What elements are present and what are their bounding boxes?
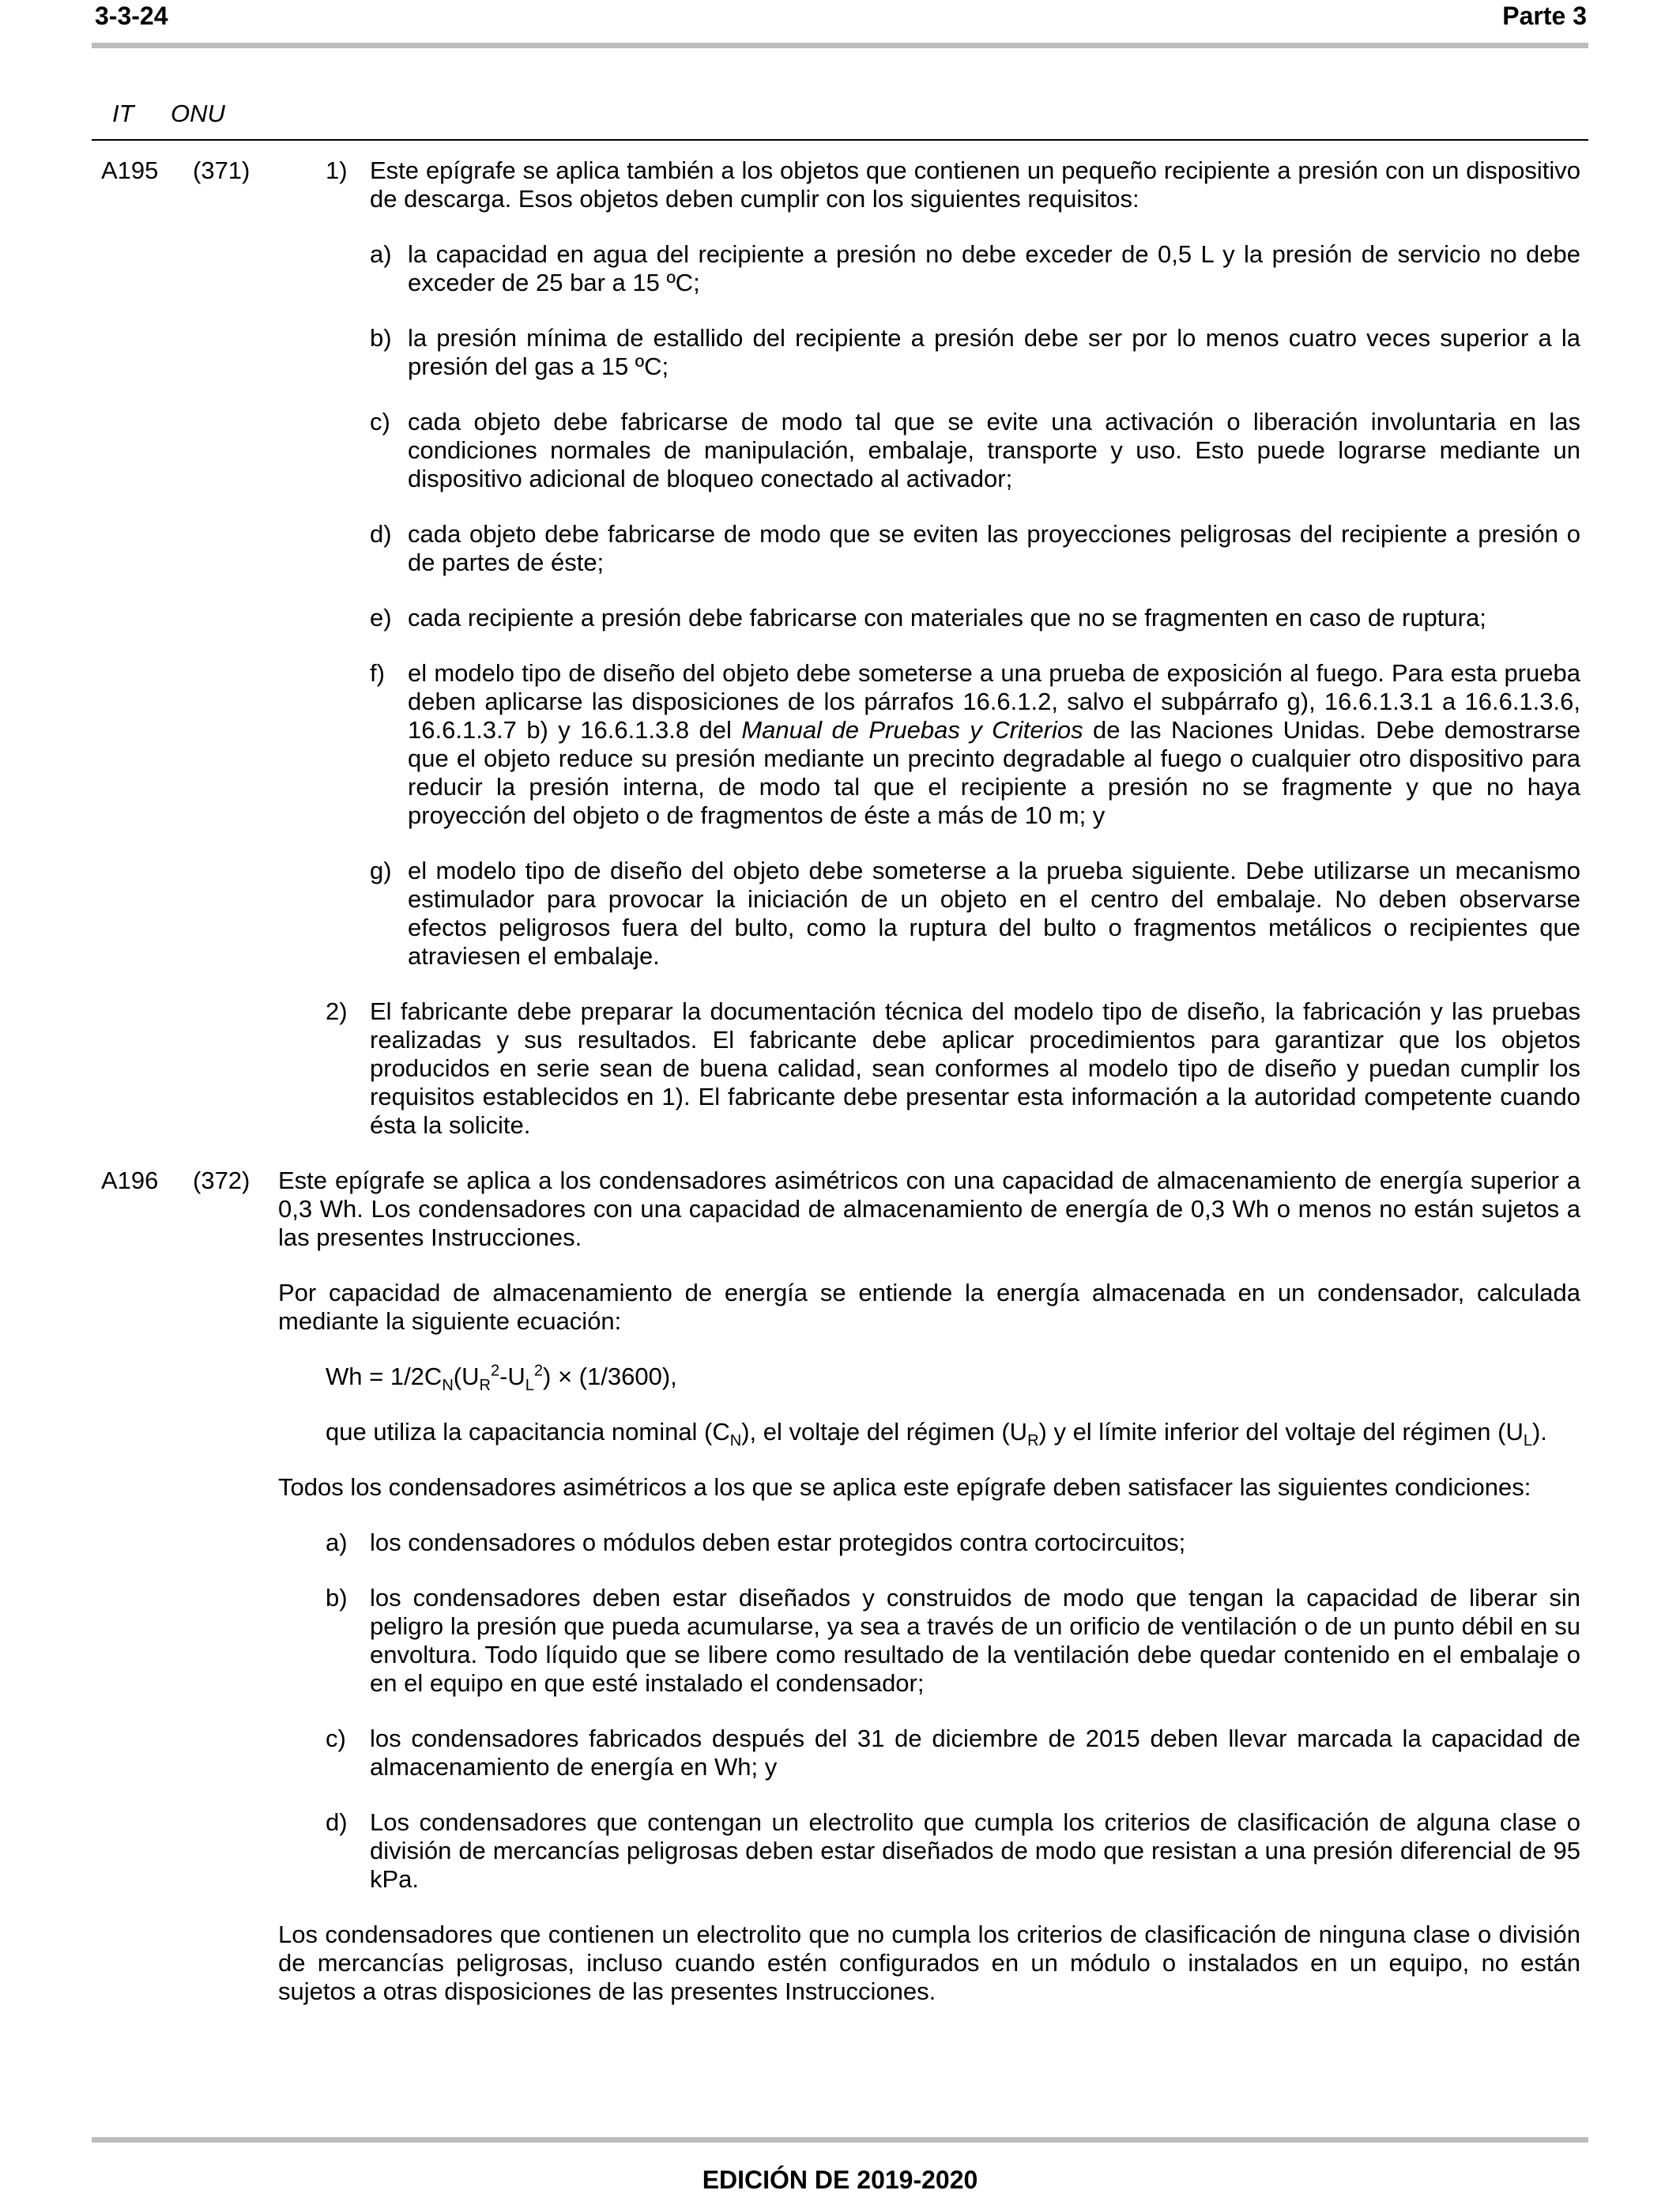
- subscript: R: [1027, 1432, 1039, 1450]
- subscript: N: [729, 1432, 742, 1450]
- manual-title: Manual de Pruebas y Criterios: [741, 716, 1083, 744]
- subitem: [0, 659, 1680, 830]
- subitem-text: el modelo tipo de diseño del objeto debe someterse a la prueba siguiente. Debe utilizarse un mecanismo estimulador para provocar la iniciación de un objeto en el centro del embalaje. No deben observarse efectos peligrosos fuera del bulto, como la ruptura del bulto o fragmentos metálicos o recipientes que atraviesen el embalaje.: [408, 857, 1580, 970]
- column-head-onu: ONU: [171, 100, 225, 127]
- condition-item: [0, 1808, 1680, 1894]
- text-segment: ).: [1531, 1418, 1547, 1446]
- paragraph: Los condensadores que contienen un electrolito que no cumpla los criterios de clasificación de ninguna clase o división de mercancías peligrosas, incluso cuando estén configurados en un módulo o instalados en un equipo, no están sujetos a otras disposiciones de las presentes Instrucciones.: [278, 1921, 1580, 2005]
- eq-part: Wh = 1/2C: [326, 1363, 443, 1390]
- page-number: 3-3-24: [95, 2, 168, 30]
- un-number: (371): [193, 156, 250, 184]
- item-text: El fabricante debe preparar la documentación técnica del modelo tipo de diseño, la fabricación y las pruebas realizadas y sus resultados. El fabricante debe aplicar procedimientos para garantizar que los objetos producidos en serie sean de buena calidad, sean conformes al modelo tipo de diseño y puedan cumplir los requisitos establecidos en 1). El fabricante debe presentar esta información a la autoridad competente cuando ésta la solicite.: [370, 997, 1580, 1139]
- un-number: (372): [193, 1167, 250, 1194]
- subitem-label: g): [370, 857, 392, 884]
- item-text: Este epígrafe se aplica también a los objetos que contienen un pequeño recipiente a presión con un dispositivo de descarga. Esos objetos deben cumplir con los siguientes requisitos:: [370, 156, 1580, 213]
- eq-sub: N: [442, 1377, 454, 1395]
- subitem-text: cada objeto debe fabricarse de modo tal que se evite una activación o liberación involuntaria en las condiciones normales de manipulación, embalaje, transporte y uso. Esto puede lograrse mediante un dispositivo adicional de bloqueo conectado al activador;: [408, 408, 1580, 492]
- subitem-label: e): [370, 604, 392, 631]
- paragraph: Por capacidad de almacenamiento de energía se entiende la energía almacenada en un condensador, calculada mediante la siguiente ecuación:: [278, 1279, 1580, 1335]
- condition-text: los condensadores o módulos deben estar protegidos contra cortocircuitos;: [370, 1529, 1186, 1556]
- condition-item: [0, 1529, 1680, 1557]
- paragraph: [326, 1418, 1580, 1450]
- provision-code: A195: [101, 156, 159, 184]
- subitem-label: b): [370, 324, 392, 352]
- condition-text: Los condensadores que contengan un electrolito que cumpla los criterios de clasificación de alguna clase o división de mercancías peligrosas deben estar diseñados de modo que resistan a una presión diferencial de 95 kPa.: [370, 1808, 1580, 1893]
- provision-code: A196: [101, 1167, 159, 1194]
- subscript: L: [1523, 1432, 1532, 1450]
- edition-footer: EDICIÓN DE 2019-2020: [702, 2166, 978, 2194]
- condition-label: c): [326, 1725, 346, 1752]
- footer-rule: [92, 2137, 1588, 2143]
- text-segment: que utiliza la capacitancia nominal (C: [326, 1418, 730, 1446]
- item-number: 2): [326, 997, 348, 1025]
- item-number: 1): [326, 156, 348, 184]
- subitem: [0, 408, 1680, 493]
- eq-part: (U: [453, 1363, 480, 1390]
- eq-sub: R: [479, 1377, 491, 1395]
- condition-text: los condensadores deben estar diseñados y construidos de modo que tengan la capacidad de liberar sin peligro la presión que pueda acumularse, ya sea a través de un orificio de ventilación o de un punto débil en su envoltura. Todo líquido que se libere como resultado de la ventilación debe quedar contenido en el embalaje o en el equipo en que esté instalado el condensador;: [370, 1584, 1580, 1697]
- condition-item: [0, 1725, 1680, 1781]
- text-segment: el modelo tipo de diseño del objeto debe someterse a una prueba de exposición al fuego. Para esta prueba deben aplicarse las disposiciones de los párrafos 16.6.1.2, salvo el subpárrafo g), 16.6.1.3.1 a 16.6.1.3.6, 16.6.1.3.7 b) y 16.6.1.3.8 del: [408, 659, 1580, 744]
- subitem-label: a): [370, 240, 392, 268]
- eq-part: -U: [499, 1363, 525, 1390]
- subitem: [0, 324, 1680, 381]
- subitem: [0, 240, 1680, 297]
- condition-label: b): [326, 1584, 348, 1612]
- subitem: [0, 857, 1680, 971]
- text-segment: ), el voltaje del régimen (U: [741, 1418, 1028, 1446]
- condition-text: los condensadores fabricados después del 31 de diciembre de 2015 deben llevar marcada la capacidad de almacenamiento de energía en Wh; y: [370, 1725, 1580, 1781]
- subitem-text: la presión mínima de estallido del recipiente a presión debe ser por lo menos cuatro veces superior a la presión del gas a 15 ºC;: [408, 324, 1580, 380]
- provision-a195: [0, 156, 1680, 1140]
- numbered-item: [0, 156, 1680, 213]
- eq-sup: 2: [490, 1362, 500, 1380]
- column-head-rule: [92, 139, 1588, 141]
- eq-sup: 2: [533, 1362, 544, 1380]
- subitem: [0, 604, 1680, 632]
- numbered-item: [0, 997, 1680, 1140]
- paragraph: Este epígrafe se aplica a los condensadores asimétricos con una capacidad de almacenamiento de energía superior a 0,3 Wh. Los condensadores con una capacidad de almacenamiento de energía de 0,3 Wh o menos no están sujetos a las presentes Instrucciones.: [278, 1167, 1580, 1251]
- column-head-it: IT: [112, 100, 134, 127]
- equation: [326, 1362, 1580, 1395]
- paragraph: Todos los condensadores asimétricos a los que se aplica este epígrafe deben satisfacer las siguientes condiciones:: [278, 1473, 1531, 1501]
- condition-label: d): [326, 1808, 348, 1836]
- provision-a196: [0, 1167, 1680, 2006]
- part-label: Parte 3: [1502, 2, 1587, 30]
- text-segment: ) y el límite inferior del voltaje del régimen (U: [1038, 1418, 1524, 1446]
- header-rule: [92, 43, 1588, 48]
- subitem-text: [408, 659, 1580, 830]
- subitem-text: la capacidad en agua del recipiente a presión no debe exceder de 0,5 L y la presión de servicio no debe exceder de 25 bar a 15 ºC;: [408, 240, 1580, 296]
- subitem-label: d): [370, 520, 392, 548]
- eq-part: ) × (1/3600),: [543, 1363, 677, 1390]
- document-body: [0, 156, 1680, 2006]
- eq-sub: L: [525, 1377, 534, 1395]
- condition-item: [0, 1584, 1680, 1698]
- subitem: [0, 520, 1680, 577]
- subitem-text: cada objeto debe fabricarse de modo que se eviten las proyecciones peligrosas del recipiente a presión o de partes de éste;: [408, 520, 1580, 576]
- subitem-text: cada recipiente a presión debe fabricarse con materiales que no se fragmenten en caso de ruptura;: [408, 604, 1486, 631]
- subitem-label: f): [370, 659, 385, 687]
- condition-label: a): [326, 1529, 348, 1556]
- text-segment: de las Naciones Unidas. Debe demostrarse que el objeto reduce su presión mediante un precinto degradable al fuego o cualquier otro dispositivo para reducir la presión interna, de modo tal que el recipiente a presión no se fragmente y que no haya proyección del objeto o de fragmentos de éste a más de 10 m; y: [408, 716, 1580, 829]
- subitem-label: c): [370, 408, 390, 435]
